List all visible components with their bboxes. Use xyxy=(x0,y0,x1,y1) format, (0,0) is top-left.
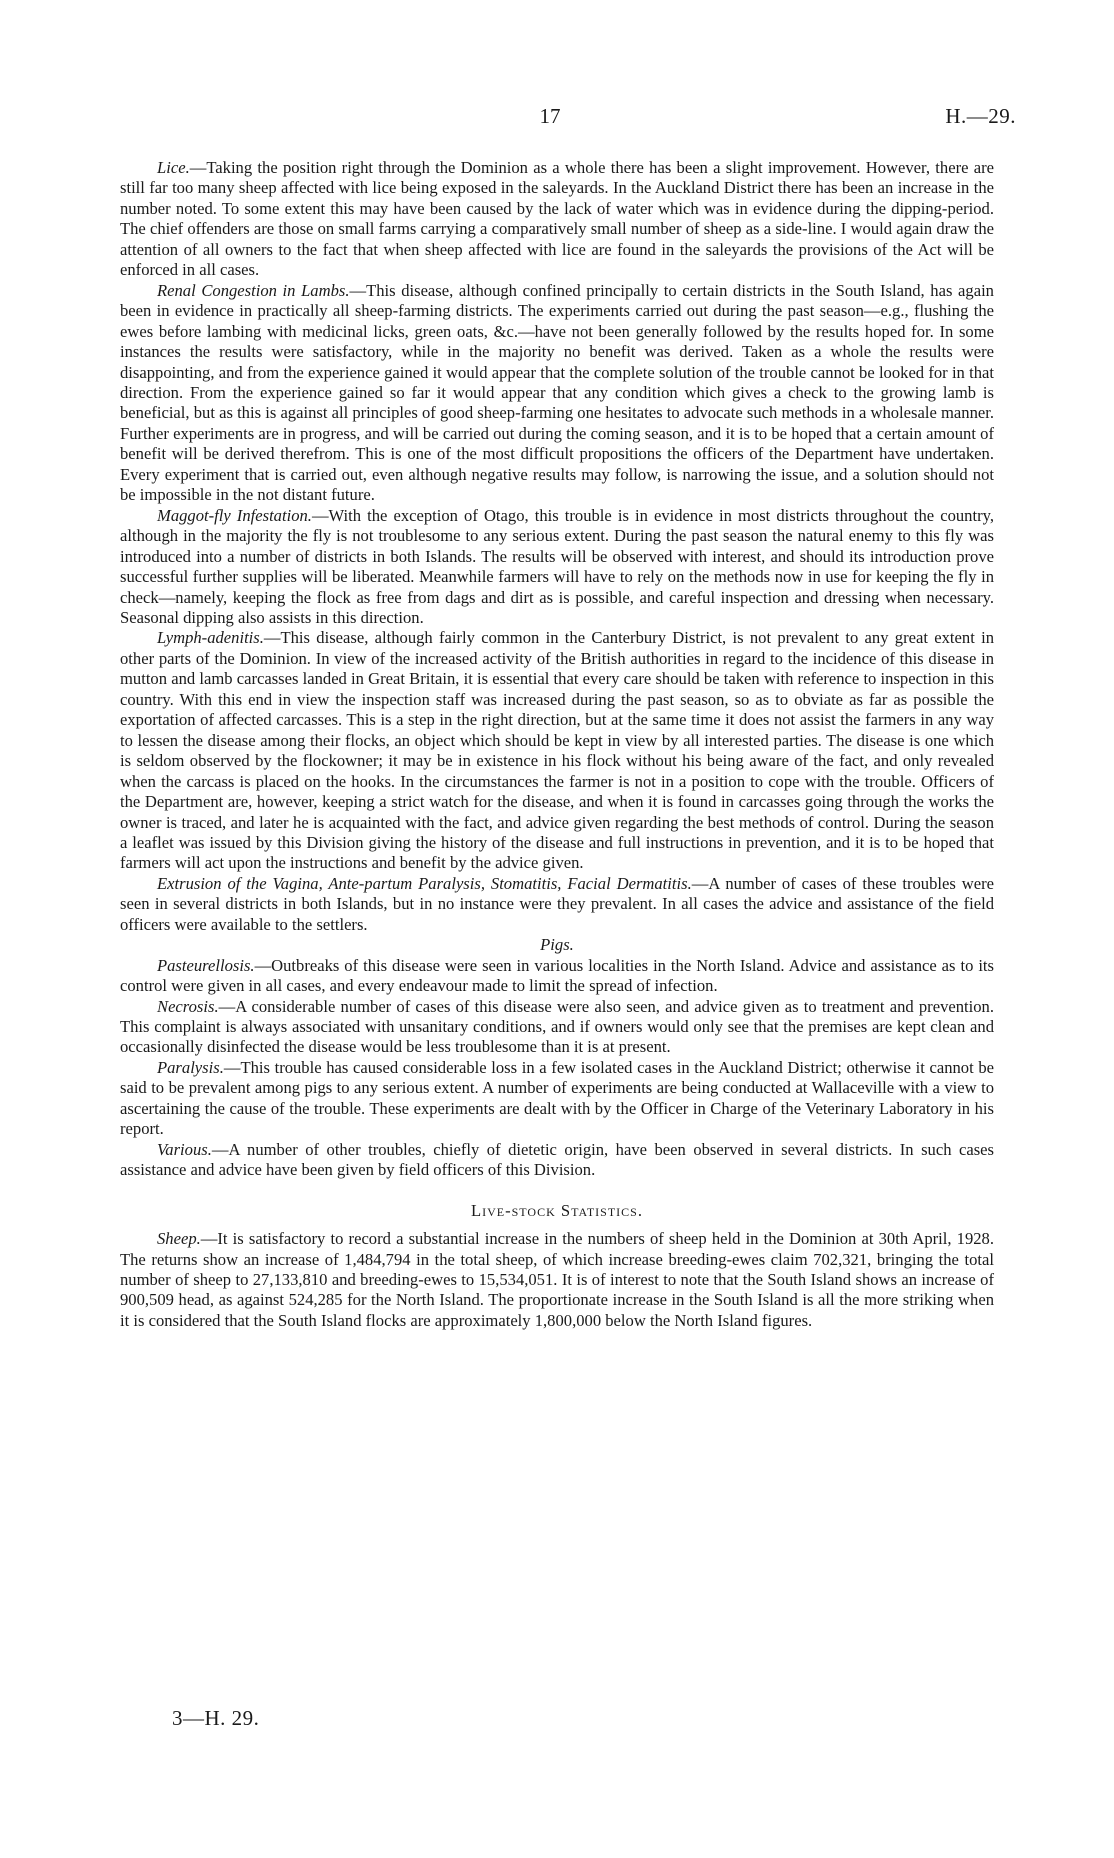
paragraph-text: —This disease, although confined principally to certain districts in the South Island, has again been in evidence in practically all sheep-farming districts. The experiments carried out during the past season—e.g., flushing the ewes before lambing with medicinal licks, green oats, &c.—have not been generally followed by the results hoped for. In some instances the results were satisfactory, while in the majority no benefit was derived. Taken as a whole the results were disappointing, and from the experience gained it would appear that the complete solution of the trouble cannot be looked for in that direction. From the experience gained so far it would appear that any condition which gives a check to the growing lamb is beneficial, but as this is against all principles of good sheep-farming one hesitates to advocate such methods in a wholesale manner. Further experiments are in progress, and will be carried out during the coming season, and it is to be hoped that a certain amount of benefit will be derived therefrom. This is one of the most difficult propositions the officers of the Department have undertaken. Every experiment that is carried out, even although negative results may follow, is narrowing the issue, and a solution should not be impossible in the not distant future. xyxy=(120,280,994,505)
paragraph-lead: Various. xyxy=(157,1139,212,1159)
section-heading-pigs: Pigs. xyxy=(540,935,574,955)
paragraph-lead: Necrosis. xyxy=(157,996,219,1016)
paragraph-lead: Sheep. xyxy=(157,1229,201,1249)
paragraph-renal-congestion xyxy=(120,281,994,506)
body-text xyxy=(120,158,994,1331)
paragraph-lead: Pasteurellosis. xyxy=(157,955,255,975)
paragraph-pasteurellosis xyxy=(120,956,994,997)
paragraph-maggot-fly xyxy=(120,506,994,629)
paragraph-lead: Lice. xyxy=(157,158,190,177)
paragraph-text: —It is satisfactory to record a substantial increase in the numbers of sheep held in the Dominion at 30th April, 1928. The returns show an increase of 1,484,794 in the total sheep, of which increase breeding-ewes claim 702,321, bringing the total number of sheep to 27,133,810 and breeding-ewes to 15,534,051. It is of interest to note that the South Island shows an increase of 900,509 head, as against 524,285 for the North Island. The proportionate increase in the South Island is all the more striking when it is considered that the South Island flocks are approximately 1,800,000 below the North Island figures. xyxy=(120,1229,994,1330)
paragraph-various xyxy=(120,1140,994,1181)
paragraph-text: —This disease, although fairly common in the Canterbury District, is not prevalent to any great extent in other parts of the Dominion. In view of the increased activity of the British authorities in regard to the incidence of this disease in mutton and lamb carcasses landed in Great Britain, it is essential that every care should be taken with reference to inspection in this country. With this end in view the inspection staff was increased during the past season, so as to obviate as far as possible the exportation of affected carcasses. This is a step in the right direction, but at the same time it does not assist the farmers in any way to lessen the disease among their flocks, an object which should be kept in view by all interested parties. The disease is one which is seldom observed by the flockowner; it may be in existence in his flock without his being aware of the fact, and only revealed when the carcass is placed on the hooks. In the circumstances the farmer is not in a position to cope with the trouble. Officers of the Department are, however, keeping a strict watch for the disease, and when it is found in carcasses going through the works the owner is traced, and later he is acquainted with the fact, and advice given regarding the best methods of control. During the season a leaflet was issued by this Division giving the history of the disease and full instructions in prevention, and it is to be hoped that farmers will act upon the instructions and benefit by the advice given. xyxy=(120,628,994,873)
footer-reference: 3—H. 29. xyxy=(172,1706,260,1730)
document-reference: H.—29. xyxy=(945,104,1016,128)
paragraph-lead: Extrusion of the Vagina, Ante-partum Paralysis, Stomatitis, Facial Dermatitis. xyxy=(157,873,692,893)
section-heading-livestock-statistics: Live-stock Statistics. xyxy=(470,1200,643,1220)
page-number: 17 xyxy=(539,104,561,128)
paragraph-sheep-statistics xyxy=(120,1229,994,1331)
paragraph-lymph-adenitis xyxy=(120,628,994,873)
paragraph-paralysis xyxy=(120,1058,994,1140)
paragraph-text: —Taking the position right through the Dominion as a whole there has been a slight improvement. However, there are still far too many sheep affected with lice being exposed in the saleyards. In the Auckland District there has been an increase in the number noted. To some extent this may have been caused by the lack of water which was in evidence during the dipping-period. The chief offenders are those on small farms carrying a comparatively small number of sheep as a side-line. I would again draw the attention of all owners to the fact that when sheep affected with lice are found in the saleyards the provisions of the Act will be enforced in all cases. xyxy=(120,158,994,280)
paragraph-text: —This trouble has caused considerable loss in a few isolated cases in the Auckland District; otherwise it cannot be said to be prevalent among pigs to any serious extent. A number of experiments are being conducted at Wallaceville with a view to ascertaining the cause of the trouble. These experiments are dealt with by the Officer in Charge of the Veterinary Laboratory in his report. xyxy=(120,1057,994,1139)
paragraph-lice xyxy=(120,158,994,281)
paragraph-necrosis xyxy=(120,997,994,1058)
paragraph-text: —A number of other troubles, chiefly of dietetic origin, have been observed in several districts. In such cases assistance and advice have been given by field officers of this Division. xyxy=(120,1139,994,1180)
paragraph-lead: Renal Congestion in Lambs. xyxy=(157,280,350,300)
paragraph-lead: Paralysis. xyxy=(157,1057,224,1077)
paragraph-extrusion xyxy=(120,874,994,935)
paragraph-text: —A number of cases of these troubles were seen in several districts in both Islands, but in no instance were they prevalent. In all cases the advice and assistance of the field officers were available to the settlers. xyxy=(120,873,994,934)
paragraph-lead: Maggot-fly Infestation. xyxy=(157,505,312,525)
paragraph-lead: Lymph-adenitis. xyxy=(157,628,264,648)
paragraph-text: —A considerable number of cases of this disease were also seen, and advice given as to treatment and prevention. This complaint is always associated with unsanitary conditions, and if owners would only see that the premises are kept clean and occasionally disinfected the disease would be less troublesome than it is at present. xyxy=(120,996,994,1057)
paragraph-text: —Outbreaks of this disease were seen in various localities in the North Island. Advice and assistance as to its control were given in all cases, and every endeavour made to limit the spread of infection. xyxy=(120,955,994,996)
paragraph-text: —With the exception of Otago, this trouble is in evidence in most districts throughout the country, although in the majority the fly is not troublesome to any serious extent. During the past season the natural enemy to this fly was introduced into a number of districts in both Islands. The results will be observed with interest, and should its introduction prove successful further supplies will be liberated. Meanwhile farmers will have to rely on the methods now in use for keeping the fly in check—namely, keeping the flock as free from dags and dirt as is possible, and careful inspection and dressing when necessary. Seasonal dipping also assists in this direction. xyxy=(120,505,994,627)
